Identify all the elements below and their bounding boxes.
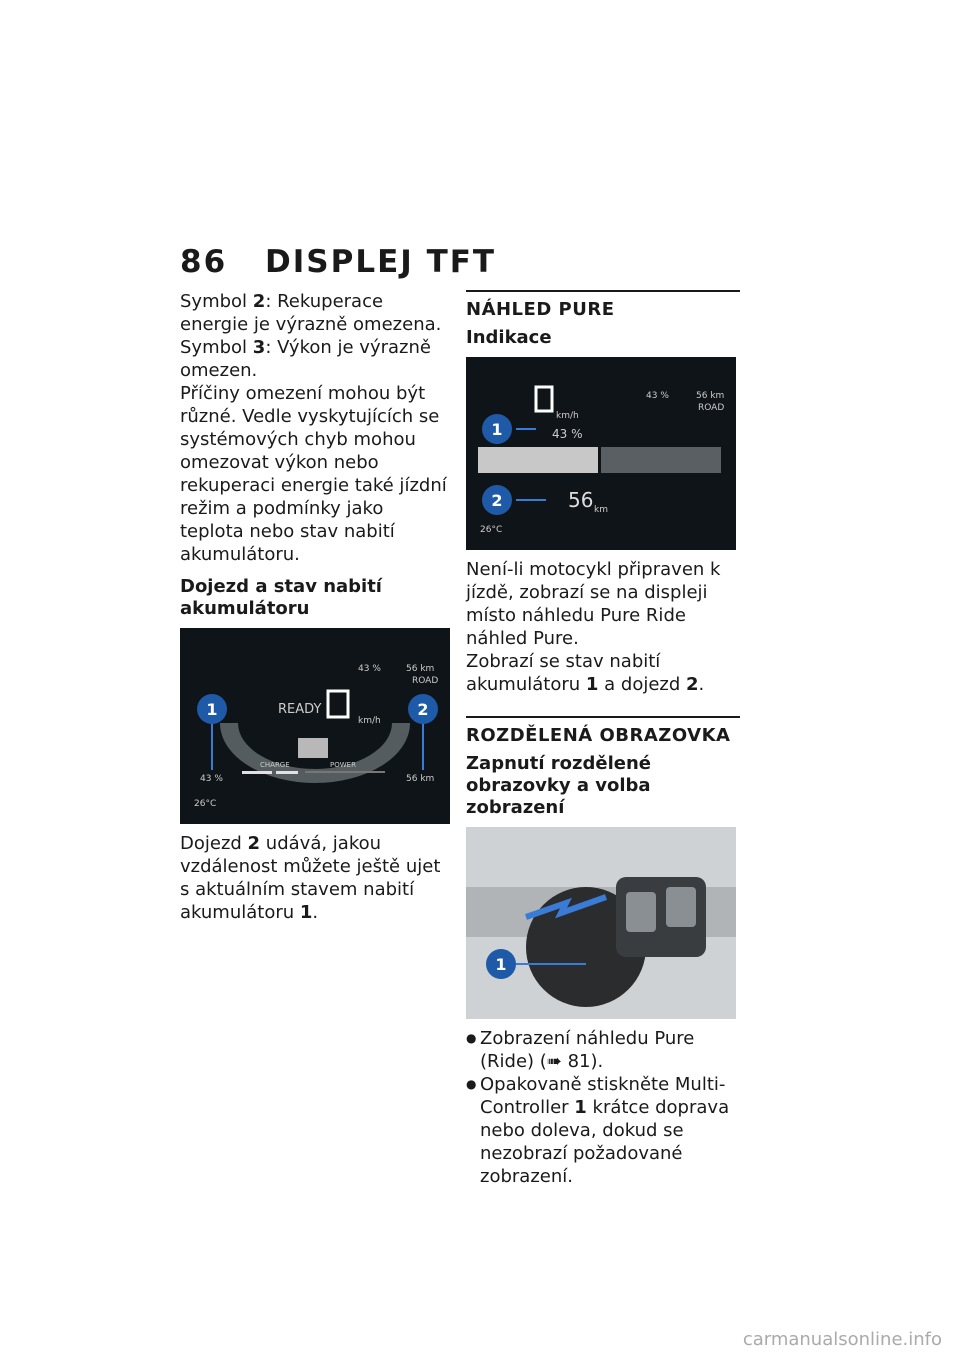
ready-text: READY [278, 702, 322, 717]
handlebar-graphic [466, 827, 736, 1019]
range-big: 56 [568, 488, 594, 512]
power-label: POWER [330, 761, 356, 769]
page-title: DISPLEJ TFT [265, 244, 497, 280]
subheading: Zapnutí rozdělené obrazovky a volba zobrazení [466, 753, 651, 818]
marker-2: 2 [408, 694, 438, 724]
mode-readout: ROAD [412, 676, 439, 686]
marker-2: 2 [482, 485, 512, 515]
dashboard-image [180, 628, 450, 824]
paragraph: Symbol 2: Rekuperace energie je výrazně omezena. [180, 291, 442, 335]
paragraph: Není-li motocykl připraven k jízdě, zobrazí se na displeji místo náhledu Pure Ride náhled Pure. [466, 559, 721, 649]
right-column [466, 290, 740, 1188]
charge-label: CHARGE [260, 761, 290, 769]
marker-1: 1 [197, 694, 227, 724]
range-readout-bottom: 56 km [406, 774, 435, 784]
paragraph: Zobrazí se stav nabití akumulátoru 1 a dojezd 2. [466, 651, 705, 695]
pure-view-image [466, 357, 736, 550]
speed-readout [540, 387, 546, 410]
battery-readout: 43 % [358, 664, 381, 674]
range-readout: 56 km [696, 391, 725, 401]
temperature-readout: 26°C [194, 799, 217, 809]
speed-unit: km/h [358, 716, 381, 726]
section-heading: NÁHLED PURE [466, 290, 740, 321]
paragraph: Příčiny omezení mohou být různé. Vedle vyskytujících se systémových chyb mohou omezovat výkon nebo rekuperaci energie také jízdní režim a podmínky jako teplota nebo stav nabití akumulátoru. [180, 383, 447, 565]
list-item: ● Zobrazení náhledu Pure (Ride) (➠ 81). [466, 1027, 740, 1073]
arrow-icon: ➠ [546, 1051, 568, 1072]
paragraph: Dojezd 2 udává, jakou vzdálenost můžete ještě ujet s aktuálním stavem nabití akumulátoru 1. [180, 833, 441, 923]
marker-1: 1 [482, 414, 512, 444]
range-unit: km [594, 505, 608, 515]
subheading: Dojezd a stav nabití akumulátoru [180, 576, 382, 619]
speed-unit: km/h [556, 411, 579, 421]
range-readout: 56 km [406, 664, 435, 674]
battery-readout-bottom: 43 % [200, 774, 223, 784]
handlebar-controller-image [466, 827, 736, 1019]
page-number: 86 [180, 244, 228, 280]
battery-readout: 43 % [646, 391, 669, 401]
mode-readout: ROAD [698, 403, 725, 413]
footer-watermark: carmanualsonline.info [742, 1329, 942, 1350]
temperature-readout: 26°C [480, 525, 503, 535]
subheading: Indikace [466, 327, 552, 348]
list-item: ● Opakovaně stiskněte Multi-Controller 1 krátce doprava nebo doleva, dokud se nezobrazí požadované zobrazení. [466, 1073, 740, 1188]
paragraph: Symbol 3: Výkon je výrazně omezen. [180, 337, 431, 381]
section-heading: ROZDĚLENÁ OBRAZOVKA [466, 716, 740, 747]
battery-readout-large: 43 % [552, 427, 583, 441]
marker-1: 1 [486, 949, 516, 979]
left-column [180, 290, 452, 924]
speed-readout [332, 694, 338, 717]
